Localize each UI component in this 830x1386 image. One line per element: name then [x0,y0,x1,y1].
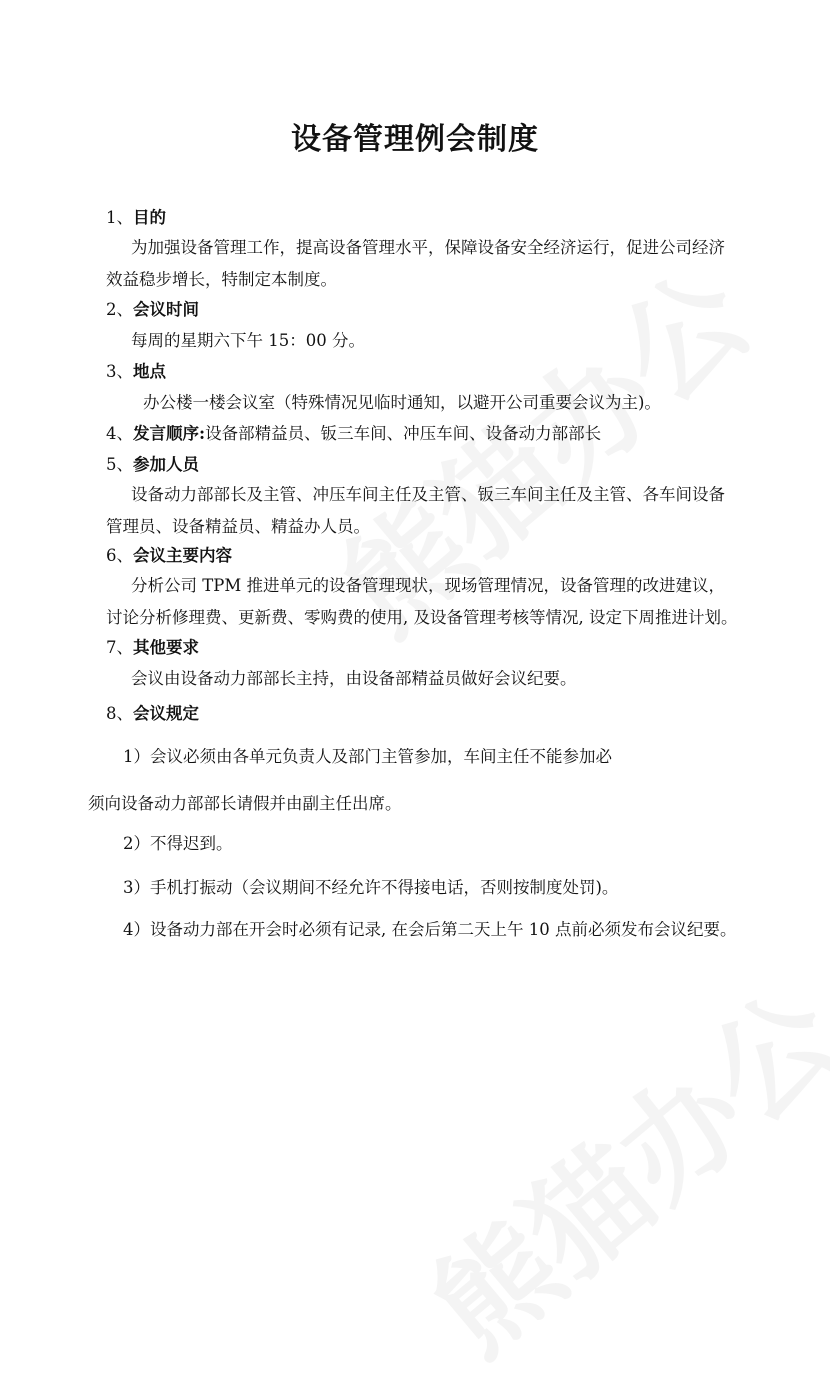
section-title: 发言顺序: [133,424,206,443]
paragraph-line: 每周的星期六下午 15：00 分。 [131,331,365,350]
section-heading [106,451,199,475]
section-number: 1、 [106,208,133,227]
rule-item: 2）不得迟到。 [123,834,233,853]
section-title: 参加人员 [133,455,199,474]
paragraph-line: 管理员、设备精益员、精益办人员。 [106,517,370,536]
section-heading [106,700,199,724]
section-number: 4、 [106,424,133,443]
section-inline-text: 设备部精益员、钣三车间、冲压车间、设备动力部部长 [205,424,602,443]
section-heading [106,634,199,658]
watermark [391,946,830,1386]
section-title: 会议主要内容 [133,546,232,565]
section-title: 会议规定 [133,704,199,723]
section-title: 其他要求 [133,638,199,657]
paragraph-line: 设备动力部部长及主管、冲压车间主任及主管、钣三车间主任及主管、各车间设备 [131,485,725,504]
section-number: 3、 [106,362,133,381]
rule-item-continuation: 须向设备动力部部长请假并由副主任出席。 [88,794,402,813]
section-heading [106,296,199,320]
paragraph-line: 讨论分析修理费、更新费、零购费的使用, 及设备管理考核等情况, 设定下周推进计划。 [106,608,738,627]
paragraph-line: 分析公司 TPM 推进单元的设备管理现状，现场管理情况，设备管理的改进建议， [131,576,725,595]
section-number: 8、 [106,704,133,723]
rule-item: 4）设备动力部在开会时必须有记录, 在会后第二天上午 10 点前必须发布会议纪要。 [123,920,737,939]
section-title: 会议时间 [133,300,199,319]
rule-item: 3）手机打振动（会议期间不经允许不得接电话，否则按制度处罚)。 [123,878,619,897]
section-number: 7、 [106,638,133,657]
document-title: 设备管理例会制度 [291,122,539,157]
section-number: 6、 [106,546,133,565]
section-heading [106,420,601,444]
rule-item: 1）会议必须由各单元负责人及部门主管参加，车间主任不能参加必 [123,747,612,766]
section-title: 目的 [133,208,166,227]
paragraph-line: 为加强设备管理工作，提高设备管理水平，保障设备安全经济运行，促进公司经济 [131,238,725,257]
watermark [301,226,779,666]
section-heading [106,542,232,566]
section-heading [106,204,166,228]
paragraph-line: 办公楼一楼会议室（特殊情况见临时通知，以避开公司重要会议为主)。 [143,393,661,412]
section-title: 地点 [133,362,166,381]
paragraph-line: 效益稳步增长，特制定本制度。 [106,270,337,289]
section-heading [106,358,166,382]
paragraph-line: 会议由设备动力部部长主持，由设备部精益员做好会议纪要。 [131,669,577,688]
section-number: 5、 [106,455,133,474]
section-number: 2、 [106,300,133,319]
